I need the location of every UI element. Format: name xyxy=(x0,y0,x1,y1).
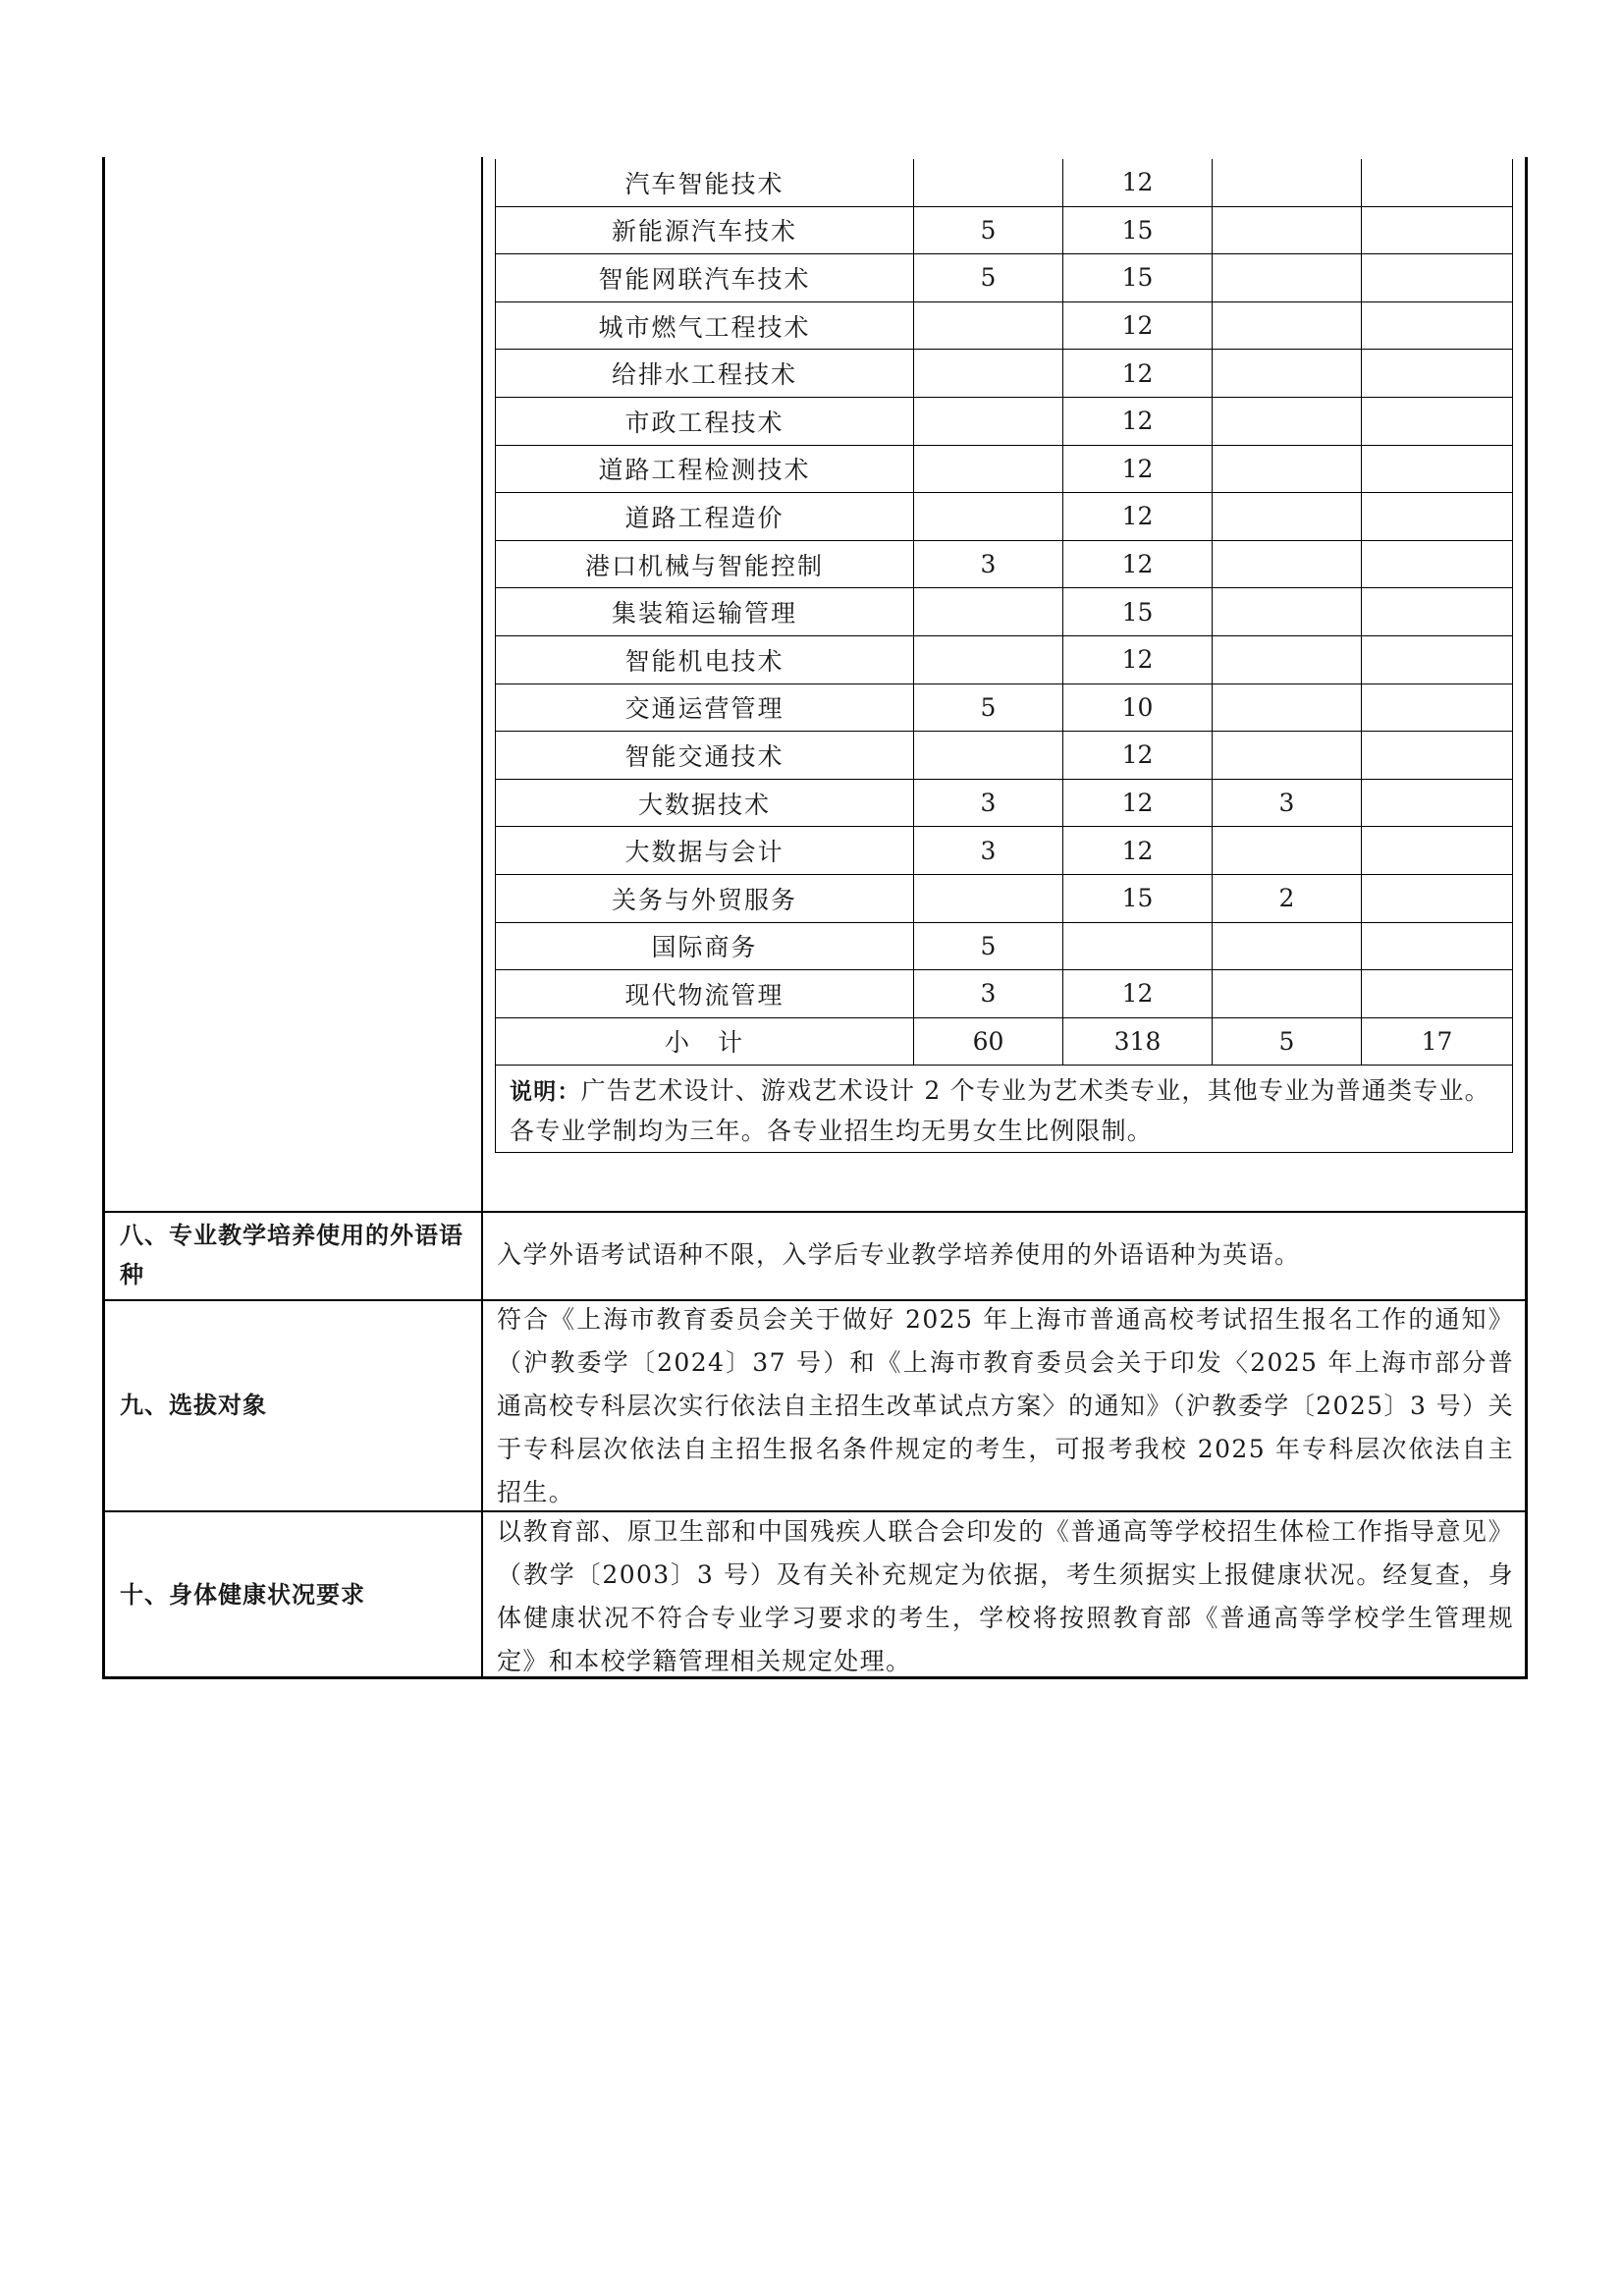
table-row xyxy=(496,301,1513,350)
subtotal-row xyxy=(496,1017,1513,1066)
major-name-cell: 智能交通技术 xyxy=(496,732,914,780)
quota-cell: 12 xyxy=(1063,301,1213,350)
section-8-text: 入学外语考试语种不限，入学后专业教学培养使用的外语语种为英语。 xyxy=(497,1240,1301,1269)
quota-cell: 15 xyxy=(1063,588,1213,636)
column-divider xyxy=(481,157,483,1679)
quota-cell: 12 xyxy=(1063,732,1213,780)
quota-cell: 318 xyxy=(1063,1017,1213,1066)
quota-cell xyxy=(914,588,1063,636)
quota-cell: 5 xyxy=(914,922,1063,970)
quota-cell xyxy=(1362,635,1513,683)
section-9-text: 符合《上海市教育委员会关于做好 2025 年上海市普通高校考试招生报名工作的通知》（沪教委学〔2024〕37 号）和《上海市教育委员会关于印发〈2025 年上海市部分普通高校专科层次实行依法自主招生改革试点方案〉的通知》（沪教委学〔2025〕3 号）关于专科层次依法自主招生报名条件规定的考生，可报考我校 2025 年专科层次依法自主招生。 xyxy=(497,1305,1514,1506)
quota-cell xyxy=(1362,397,1513,445)
note-cell xyxy=(496,1066,1513,1153)
quota-cell: 12 xyxy=(1063,827,1213,875)
note-label: 说明： xyxy=(510,1079,581,1106)
quota-cell xyxy=(914,397,1063,445)
major-name-cell: 国际商务 xyxy=(496,922,914,970)
quota-cell: 17 xyxy=(1362,1017,1513,1066)
quota-cell: 12 xyxy=(1063,397,1213,445)
major-name-cell: 汽车智能技术 xyxy=(496,159,914,206)
quota-cell: 15 xyxy=(1063,206,1213,254)
quota-cell xyxy=(1213,540,1362,588)
quota-cell: 3 xyxy=(914,827,1063,875)
quota-cell xyxy=(1213,732,1362,780)
quota-cell xyxy=(1213,635,1362,683)
quota-cell xyxy=(1362,732,1513,780)
quota-cell xyxy=(1213,827,1362,875)
quota-cell xyxy=(1362,827,1513,875)
major-name-cell: 道路工程造价 xyxy=(496,493,914,541)
quota-cell xyxy=(1362,206,1513,254)
major-name-cell: 关务与外贸服务 xyxy=(496,874,914,922)
table-row xyxy=(496,970,1513,1018)
quota-cell xyxy=(1362,540,1513,588)
major-name-cell: 道路工程检测技术 xyxy=(496,445,914,493)
quota-cell: 12 xyxy=(1063,159,1213,206)
note-row xyxy=(496,1066,1513,1153)
quota-cell: 12 xyxy=(1063,779,1213,827)
table-row xyxy=(496,540,1513,588)
frame-top-tick-right xyxy=(1525,157,1528,167)
quota-cell: 5 xyxy=(914,206,1063,254)
section-10-text: 以教育部、原卫生部和中国残疾人联合会印发的《普通高等学校招生体检工作指导意见》（教学〔2003〕3 号）及有关补充规定为依据，考生须据实上报健康状况。经复查，身体健康状况不符合专业学习要求的考生，学校将按照教育部《普通高等学校学生管理规定》和本校学籍管理相关规定处理。 xyxy=(497,1517,1514,1675)
quota-cell xyxy=(1213,445,1362,493)
quota-cell xyxy=(914,301,1063,350)
quota-cell: 15 xyxy=(1063,874,1213,922)
quota-cell xyxy=(1362,779,1513,827)
quota-cell: 12 xyxy=(1063,445,1213,493)
quota-cell: 12 xyxy=(1063,635,1213,683)
table-row xyxy=(496,827,1513,875)
quota-cell xyxy=(1362,301,1513,350)
table-row xyxy=(496,588,1513,636)
quota-cell xyxy=(914,635,1063,683)
section-9-label: 九、选拔对象 xyxy=(120,1392,267,1419)
quota-cell xyxy=(1362,588,1513,636)
quota-cell xyxy=(914,445,1063,493)
quota-cell xyxy=(1362,159,1513,206)
quota-cell: 60 xyxy=(914,1017,1063,1066)
table-row xyxy=(496,159,1513,206)
major-name-cell: 大数据与会计 xyxy=(496,827,914,875)
quota-cell: 5 xyxy=(914,254,1063,302)
quota-cell: 3 xyxy=(914,540,1063,588)
quota-cell xyxy=(1213,159,1362,206)
quota-cell xyxy=(1213,493,1362,541)
quota-cell xyxy=(914,493,1063,541)
quota-cell xyxy=(914,732,1063,780)
quota-cell: 5 xyxy=(1213,1017,1362,1066)
major-name-cell: 港口机械与智能控制 xyxy=(496,540,914,588)
major-name-cell: 大数据技术 xyxy=(496,779,914,827)
table-row xyxy=(496,493,1513,541)
table-row xyxy=(496,350,1513,398)
major-name-cell: 交通运营管理 xyxy=(496,683,914,732)
major-name-cell: 市政工程技术 xyxy=(496,397,914,445)
table-row xyxy=(496,635,1513,683)
quota-cell: 3 xyxy=(914,779,1063,827)
quota-cell: 15 xyxy=(1063,254,1213,302)
quota-cell xyxy=(1362,922,1513,970)
row-divider-8 xyxy=(102,1211,1528,1213)
section-8-label: 八、专业教学培养使用的外语语种 xyxy=(120,1222,463,1288)
quota-cell xyxy=(1362,493,1513,541)
majors-quota-table xyxy=(495,159,1513,1153)
quota-cell xyxy=(914,159,1063,206)
quota-cell xyxy=(1362,970,1513,1018)
table-row xyxy=(496,445,1513,493)
quota-cell xyxy=(914,874,1063,922)
major-name-cell: 给排水工程技术 xyxy=(496,350,914,398)
table-row xyxy=(496,206,1513,254)
section-10-label: 十、身体健康状况要求 xyxy=(120,1581,365,1609)
quota-cell: 12 xyxy=(1063,970,1213,1018)
quota-cell xyxy=(1213,206,1362,254)
quota-cell: 12 xyxy=(1063,540,1213,588)
quota-cell: 12 xyxy=(1063,350,1213,398)
major-name-cell: 智能网联汽车技术 xyxy=(496,254,914,302)
frame-top-tick-left xyxy=(102,157,105,167)
quota-cell: 3 xyxy=(914,970,1063,1018)
quota-cell: 3 xyxy=(1213,779,1362,827)
table-row xyxy=(496,683,1513,732)
quota-cell: 5 xyxy=(914,683,1063,732)
quota-cell xyxy=(1362,350,1513,398)
note-text: 广告艺术设计、游戏艺术设计 2 个专业为艺术类专业，其他专业为普通类专业。各专业学制均为三年。各专业招生均无男女生比例限制。 xyxy=(510,1076,1490,1146)
quota-cell xyxy=(1213,970,1362,1018)
table-row xyxy=(496,397,1513,445)
major-name-cell: 集装箱运输管理 xyxy=(496,588,914,636)
quota-cell xyxy=(1213,922,1362,970)
major-name-cell: 城市燃气工程技术 xyxy=(496,301,914,350)
quota-cell xyxy=(1362,683,1513,732)
quota-cell xyxy=(1213,588,1362,636)
quota-cell xyxy=(914,350,1063,398)
quota-cell xyxy=(1213,397,1362,445)
table-row xyxy=(496,254,1513,302)
quota-cell xyxy=(1362,445,1513,493)
subtotal-label: 小 计 xyxy=(496,1017,914,1066)
table-row xyxy=(496,779,1513,827)
quota-cell: 12 xyxy=(1063,493,1213,541)
table-row xyxy=(496,922,1513,970)
quota-cell xyxy=(1362,254,1513,302)
quota-cell xyxy=(1362,874,1513,922)
major-name-cell: 智能机电技术 xyxy=(496,635,914,683)
quota-cell xyxy=(1063,922,1213,970)
table-row xyxy=(496,732,1513,780)
major-name-cell: 现代物流管理 xyxy=(496,970,914,1018)
quota-cell: 10 xyxy=(1063,683,1213,732)
table-row xyxy=(496,874,1513,922)
quota-cell xyxy=(1213,350,1362,398)
major-name-cell: 新能源汽车技术 xyxy=(496,206,914,254)
quota-cell xyxy=(1213,683,1362,732)
quota-cell: 2 xyxy=(1213,874,1362,922)
quota-cell xyxy=(1213,301,1362,350)
quota-cell xyxy=(1213,254,1362,302)
